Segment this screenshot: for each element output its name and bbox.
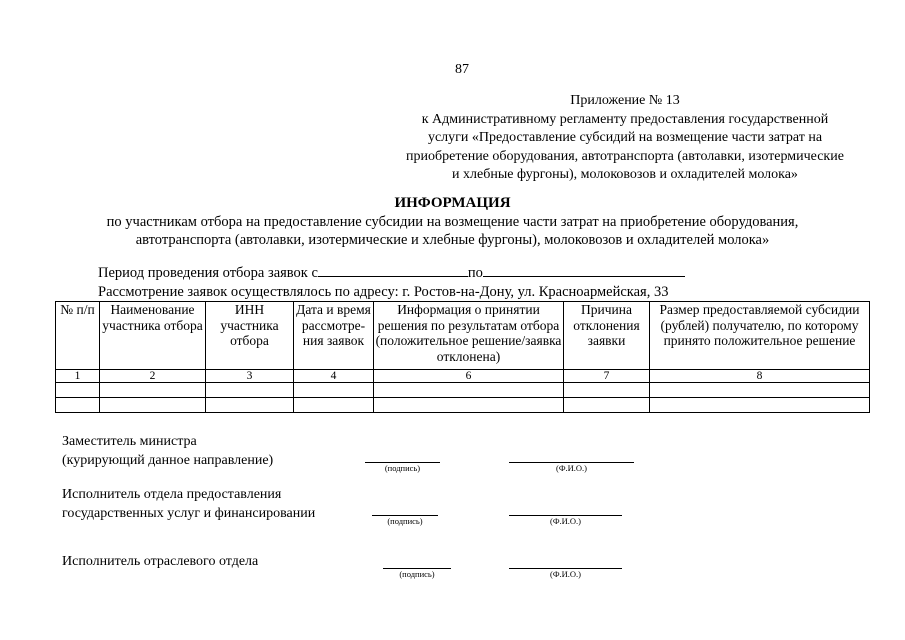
signatory-services-department [62,485,315,523]
table-cell[interactable] [100,398,206,413]
appendix-line: к Административному регламенту предоставления государственной [421,111,829,127]
subtitle-line: автотранспорта (автолавки, изотермические и хлебные фургоны), молоковозов и охладителей молока» [135,232,770,248]
name-line[interactable]: (Ф.И.О.) [509,515,622,527]
column-header: Информация о принятии решения по результатам отбора (положительное решение/заявка отклонена) [374,302,564,370]
column-header: Дата и время рассмотре-ния заявок [294,302,374,370]
table-cell[interactable] [206,398,294,413]
column-number: 3 [206,370,294,383]
column-number: 7 [564,370,650,383]
appendix-header [380,92,870,185]
column-header: Размер предоставляемой субсидии (рублей) получателю, по которому принято положительное решение [650,302,870,370]
name-line[interactable]: (Ф.И.О.) [509,462,634,474]
appendix-line: услуги «Предоставление субсидий на возмещение части затрат на [427,130,823,145]
signature-line[interactable]: (подпись) [372,515,438,527]
subtitle-line: по участникам отбора на предоставление субсидии на возмещение части затрат на приобретение оборудования, [106,214,799,230]
signature-line[interactable]: (подпись) [365,462,440,474]
table-row [56,383,870,398]
table-cell[interactable] [294,398,374,413]
table-cell[interactable] [374,383,564,398]
column-number: 8 [650,370,870,383]
signatory-label-line: (курирующий данное направление) [62,453,274,468]
participants-table [55,301,870,413]
appendix-line: и хлебные фургоны), молоковозов и охладителей молока» [452,167,798,182]
column-number-row [56,370,870,383]
table-cell[interactable] [374,398,564,413]
table-row [56,398,870,413]
column-header: Причина отклонения заявки [564,302,650,370]
signatory-label-line: Заместитель министра [62,434,197,449]
appendix-line: приобретение оборудования, автотранспорта (автолавки, изотермические [406,148,844,164]
table-cell[interactable] [206,383,294,398]
signatory-label-line: Исполнитель отдела предоставления [62,487,282,502]
table-cell[interactable] [650,383,870,398]
column-number: 2 [100,370,206,383]
signatory-label-line: Исполнитель отраслевого отдела [62,554,259,569]
period-start-blank[interactable] [318,262,468,277]
document-title: ИНФОРМАЦИЯ [394,195,511,211]
column-number: 6 [374,370,564,383]
document-subtitle [0,213,905,249]
table-cell[interactable] [650,398,870,413]
period-middle: по [467,265,483,281]
period-prefix: Период проведения отбора заявок с [98,265,318,281]
signatory-branch-department [62,552,258,571]
column-number: 1 [56,370,100,383]
table-cell[interactable] [56,383,100,398]
signatory-label-line: государственных услуг и финансировании [62,506,316,521]
signatory-deputy-minister [62,432,273,470]
review-address: Рассмотрение заявок осуществлялось по адресу: г. Ростов-на-Дону, ул. Красноармейская, 33 [98,284,669,300]
appendix-line: Приложение № 13 [570,93,680,108]
table-cell[interactable] [100,383,206,398]
table-cell[interactable] [564,398,650,413]
table-cell[interactable] [294,383,374,398]
period-end-blank[interactable] [483,262,685,277]
selection-period [98,262,685,282]
table-cell[interactable] [56,398,100,413]
column-header: № п/п [56,302,100,370]
page-number: 87 [455,62,469,77]
table-header-row [56,302,870,370]
table-cell[interactable] [564,383,650,398]
signature-line[interactable]: (подпись) [383,568,451,580]
name-line[interactable]: (Ф.И.О.) [509,568,622,580]
column-header: ИНН участника отбора [206,302,294,370]
column-number: 4 [294,370,374,383]
column-header: Наименование участника отбора [100,302,206,370]
